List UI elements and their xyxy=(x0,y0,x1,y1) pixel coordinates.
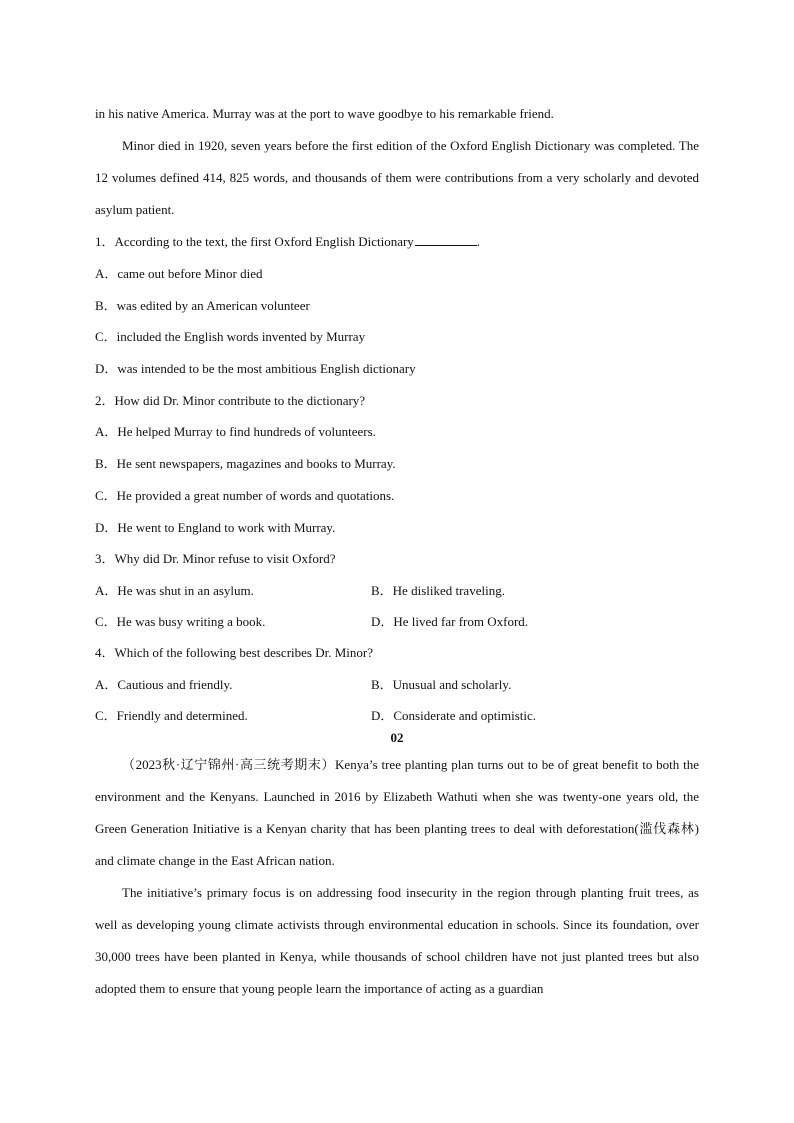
option-a[interactable]: A．Cautious and friendly. xyxy=(95,676,233,692)
option-d[interactable]: D．was intended to be the most ambitious English dictionary xyxy=(95,361,416,377)
option-c[interactable]: C．He was busy writing a book. xyxy=(95,613,266,629)
question-stem: 2．How did Dr. Minor contribute to the dictionary? xyxy=(95,392,366,408)
option-a[interactable]: A．He helped Murray to find hundreds of volunteers. xyxy=(95,424,376,440)
passage-line: in his native America. Murray was at the port to wave goodbye to his remarkable friend. xyxy=(95,106,554,121)
option-c[interactable]: C．He provided a great number of words and quotations. xyxy=(95,487,395,503)
option-row xyxy=(95,669,699,700)
option-b[interactable]: B．He disliked traveling. xyxy=(371,582,505,598)
question-stem: 3．Why did Dr. Minor refuse to visit Oxford? xyxy=(95,551,336,567)
section-number: 02 xyxy=(390,729,404,745)
option-d[interactable]: D．He went to England to work with Murray. xyxy=(95,519,336,535)
option-d[interactable]: D．He lived far from Oxford. xyxy=(371,613,529,629)
question-3 xyxy=(95,543,699,637)
option-c[interactable]: C．included the English words invented by Murray xyxy=(95,329,366,345)
question-stem: 1．According to the text, the first Oxford English Dictionary . xyxy=(95,234,481,249)
option-c[interactable]: C．Friendly and determined. xyxy=(95,707,248,723)
question-4 xyxy=(95,637,699,731)
option-b[interactable]: B．Unusual and scholarly. xyxy=(371,676,512,692)
passage-paragraph: Minor died in 1920, seven years before the first edition of the Oxford English Dictionary was completed. The 12 volumes defined 414, 825 words, and thousands of them were contributions from a very scholarly and devoted asylum patient. xyxy=(95,138,699,217)
option-b[interactable]: B．was edited by an American volunteer xyxy=(95,297,310,313)
option-a[interactable]: A．came out before Minor died xyxy=(95,266,263,281)
question-stem: 4．Which of the following best describes Dr. Minor? xyxy=(95,644,373,660)
answer-blank[interactable] xyxy=(415,232,477,246)
option-d[interactable]: D．Considerate and optimistic. xyxy=(371,707,537,723)
question-1 xyxy=(95,226,699,385)
question-2 xyxy=(95,385,699,543)
option-a[interactable]: A．He was shut in an asylum. xyxy=(95,582,254,598)
passage-paragraph: （2023秋·辽宁锦州·高三统考期末）Kenya’s tree planting plan turns out to be of great benefit to both the environment and the Kenyans. Launched in 2016 by Elizabeth Wathuti when she was twenty-one years old, the Green Generation Initiative is a Kenyan charity that has been planting trees to deal with deforestation(滥伐森林) and climate change in the East African nation. xyxy=(95,756,699,868)
option-row xyxy=(95,575,699,606)
document-page xyxy=(95,98,699,1005)
option-b[interactable]: B．He sent newspapers, magazines and books to Murray. xyxy=(95,456,396,472)
passage-paragraph: The initiative’s primary focus is on addressing food insecurity in the region through planting fruit trees, as well as developing young climate activists through environmental education in schools. Since its foundation, over 30,000 trees have been planted in Kenya, while thousands of school children have not just planted trees but also adopted them to ensure that young people learn the importance of acting as a guardian xyxy=(95,884,699,996)
option-row xyxy=(95,606,699,637)
